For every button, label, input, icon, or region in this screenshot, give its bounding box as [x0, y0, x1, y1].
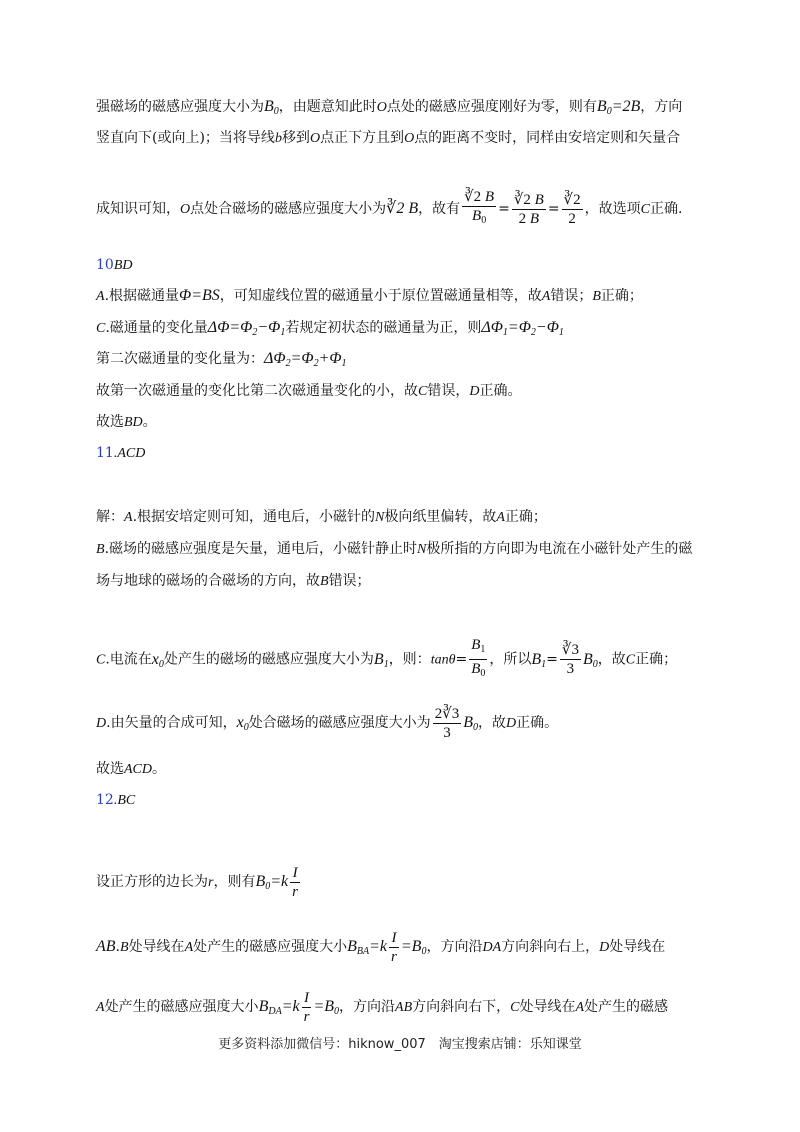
q10-line-5: 故选BD。: [96, 414, 157, 430]
q11-line-4: C.电流在$x_0$处产生的磁场的磁感应强度大小为$B_1$，则：tanθ= $\frac{B_1}{B_0}$ ，所以$B_1=$ $\frac{∛3}{3}$ $B_0$，故C正确；: [96, 636, 677, 685]
q11-line-2: B.磁场的磁感应强度是矢量，通电后，小磁针静止时N极所指的方向即为电流在小磁针处产生的磁: [96, 541, 693, 557]
fraction: $\frac{I}{r}$: [292, 864, 298, 900]
q12-line-3: A处产生的磁感应强度大小$B_{DA}=k$ $\frac{I}{r}$ $=B_0$，方向沿AB方向斜向右下，C处导线在A处产生的磁感: [96, 989, 669, 1025]
question-10-header: 10BD: [96, 257, 133, 273]
q12-line-2: AB.B处导线在A处产生的磁感应强度大小$B_{BA}=k$ $\frac{I}{r}$ $=B_0$，方向沿DA方向斜向右上，D处导线在: [96, 929, 666, 965]
fraction: $\frac{∛2 B}{2 B}$: [513, 191, 544, 227]
question-11-header: 11.ACD: [96, 445, 146, 461]
q10-line-3: 第二次磁通量的变化量为：$\Delta\Phi_2=\Phi_2+\Phi_1$: [96, 350, 347, 369]
fraction: $\frac{B_1}{B_0}$: [471, 637, 486, 679]
q11-line-6: 故选ACD。: [96, 761, 166, 777]
question-12-header: 12.BC: [96, 792, 136, 808]
fraction: $\frac{I}{r}$: [391, 929, 397, 965]
q11-line-1: 解：A.根据安培定则可知，通电后，小磁针的N极向纸里偏转，故A正确；: [96, 509, 547, 525]
fraction: $\frac{I}{r}$: [303, 989, 310, 1025]
fraction: $\frac{2∛3}{3}$: [434, 705, 460, 741]
q10-line-2: C.磁通量的变化量$\Delta\Phi=\Phi_2-\Phi_1$若规定初状态的磁通量为正，则$\Delta\Phi_1=\Phi_2-\Phi_1$: [96, 319, 564, 338]
q10-line-1: A.根据磁通量Φ=BS，可知虚线位置的磁通量小于原位置磁通量相等，故A错误；B正确；: [96, 287, 643, 304]
q11-line-5: D.由矢量的合成可知，$x_0$处合磁场的磁感应强度大小为 $\frac{2∛3}{3}$ $B_0$，故D正确。: [96, 705, 559, 741]
page-footer: 更多资料添加微信号：hiknow_007 淘宝搜索店铺：乐知课堂: [218, 1037, 582, 1052]
q12-line-1: 设正方形的边长为r，则有$B_0=k$ $\frac{I}{r}$: [96, 864, 298, 900]
fraction: $\frac{∛2}{2}$: [563, 191, 581, 227]
fraction: $\frac{∛2 B}{B_0}$: [464, 189, 495, 226]
para-line-3: 成知识可知，O点处合磁场的磁感应强度大小为∛2 B，故有 $\frac{∛2 B}{B_0}$ = $\frac{∛2 B}{2 B}$ = $\frac{∛2}{2}$ ，故选项C正确.: [96, 188, 682, 230]
fraction: $\frac{∛3}{3}$: [561, 642, 579, 677]
para-line-1: 强磁场的磁感应强度大小为$B_0$，由题意知此时O点处的磁感应强度刚好为零，则有$B_0=2B$，方向: [96, 98, 683, 117]
para-line-2: 竖直向下(或向上)；当将导线b移到O点正下方且到O点的距离不变时，同样由安培定则和矢量合: [96, 130, 681, 146]
q11-line-3: 场与地球的磁场的合磁场的方向，故B错误；: [96, 573, 371, 589]
q10-line-4: 故第一次磁通量的变化比第二次磁通量变化的小，故C错误，D正确。: [96, 383, 522, 399]
